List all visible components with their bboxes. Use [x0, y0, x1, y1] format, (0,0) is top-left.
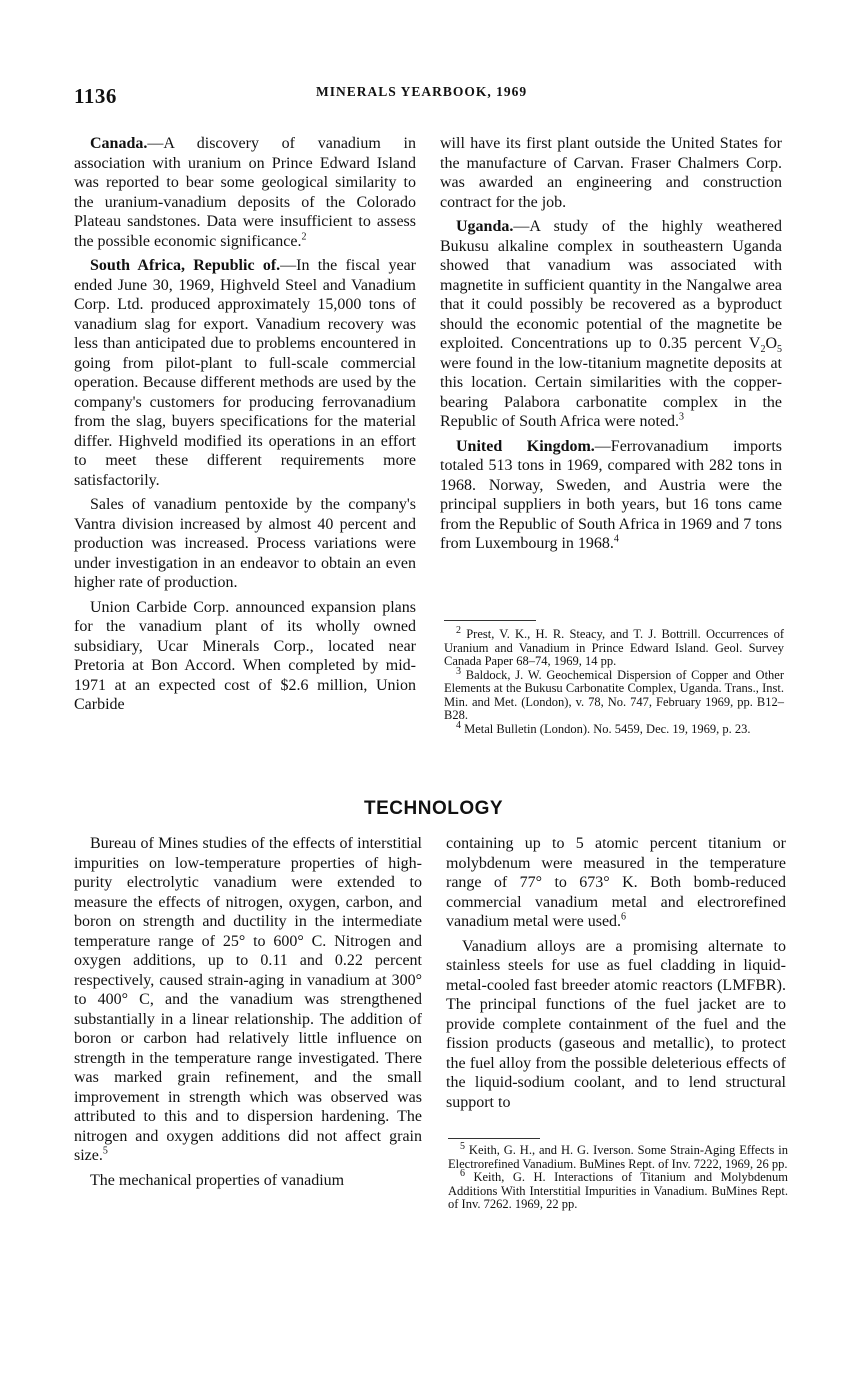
paragraph-union-carbide: Union Carbide Corp. announced expansion plans for the vanadium plant of its wholly owned subsidiary, Ucar Minerals Corp., located near Pretoria at Bon Accord. When completed by mid-1971 at an expected cost of $2.6 million, Union Carbide: [74, 598, 416, 713]
footnotes-bottom: [448, 1140, 789, 1212]
technology-right-column: [446, 834, 786, 1117]
paragraph-bureau-of-mines: [74, 834, 422, 1166]
paragraph-vanadium-alloys: Vanadium alloys are a promising alternate to stainless steels for use as fuel cladding in liquid-metal-cooled fast breeder atomic reactors (LMFBR). The principal functions of the fuel jacket are to provide complete containment of the fuel and the fission products (gaseous and metallic), to protect the fuel alloy from the possible deleterious effects of the liquid-sodium coolant, and to lend structural support to: [446, 937, 786, 1111]
subscript: 2: [760, 344, 766, 356]
footnote-text: Metal Bulletin (London). No. 5459, Dec. 19, 1969, p. 23.: [464, 721, 751, 736]
paragraph-mechanical: The mechanical properties of vanadium: [90, 1171, 345, 1189]
paragraph-sales: Sales of vanadium pentoxide by the company's Vantra division increased by almost 40 percent and production was increased. Process variations were under investigation in an endeavor to obtain an even higher rate of production.: [74, 496, 416, 591]
footnote-text: Baldock, J. W. Geochemical Dispersion of Copper and Other Elements at the Bukusu Carbonatite Complex, Uganda. Trans., Inst. Min. and Met. (London), v. 78, No. 747, February 1969, pp. B12–B28.: [444, 667, 785, 722]
south-africa-text: —In the fiscal year ended June 30, 1969, Highveld Steel and Vanadium Corp. Ltd. produced approximately 15,000 tons of vanadium slag for export. Vanadium recovery was less than anticipated due to problems encountered in going from pilot-plant to full-scale commercial operation. Because different methods are used by the company's customers for producing ferrovanadium from the slag, buyers specifications for the material differ. Highveld modified its operations in an effort to meet these different requirements more satisfactorily.: [74, 257, 416, 489]
runin-canada: Canada.: [90, 135, 148, 152]
footnote-ref: 2: [301, 231, 307, 243]
footnote-text: Keith, G. H., and H. G. Iverson. Some Strain-Aging Effects in Electrorefined Vanadium. BuMines Rept. of Inv. 7222, 1969, 26 pp.: [448, 1143, 788, 1171]
footnote-number: 5: [460, 1140, 465, 1152]
subscript: 5: [777, 344, 782, 356]
footnote-number: 6: [460, 1167, 465, 1179]
runin-united-kingdom: United Kingdom.: [456, 437, 595, 455]
paragraph-continuation: will have its first plant outside the United States for the manufacture of Carvan. Fraser Chalmers Corp. was awarded an engineering and construction contract for the job.: [440, 135, 782, 211]
footnote-rule: [444, 620, 536, 621]
footnote-number: 2: [456, 624, 461, 636]
paragraph-uganda: [440, 217, 782, 432]
top-left-column: [74, 134, 416, 720]
paragraph-continuation: [446, 834, 786, 932]
footnotes-top: [444, 624, 785, 736]
footnote-text: Keith, G. H. Interactions of Titanium and Molybdenum Additions With Interstitial Impurities in Vanadium. BuMines Rept. of Inv. 7262. 1969, 22 pp.: [448, 1170, 789, 1211]
footnote: [448, 1167, 789, 1212]
footnote: [444, 665, 785, 723]
footnote-ref: 4: [613, 533, 619, 545]
cont-text: containing up to 5 atomic percent titanium or molybdenum were measured in the temperature range of 77° to 673° K. Both bomb-reduced commercial vanadium metal and electrorefined vanadium metal were used.: [446, 835, 786, 930]
paragraph-south-africa: [74, 256, 416, 490]
paragraph-united-kingdom: [440, 437, 782, 554]
canada-text: —A discovery of vanadium in association with uranium on Prince Edward Island was reported to bear some geological similarity to the uranium-vanadium deposits of the Colorado Plateau sandstones. Data were insufficient to assess the possible economic significance.: [74, 135, 416, 250]
footnote-ref: 6: [621, 911, 627, 923]
footnote-ref: 3: [679, 411, 685, 423]
footnote: [448, 1140, 788, 1171]
footnote-text: Prest, V. K., H. R. Steacy, and T. J. Bottrill. Occurrences of Uranium and Vanadium in Prince Edward Island. Geol. Survey Canada Paper 68–74, 1969, 14 pp.: [444, 627, 785, 668]
footnote-number: 3: [456, 665, 461, 677]
united-kingdom-text: —Ferrovanadium imports totaled 513 tons in 1969, compared with 282 tons in 1968. Norway, Sweden, and Austria were the principal suppliers in both years, but 16 tons came from the Republic of South Africa in 1969 and 7 tons from Luxembourg in 1968.: [440, 437, 782, 552]
footnote-rule: [448, 1138, 540, 1139]
uganda-text-b: were found in the low-titanium magnetite deposits at this location. Certain similarities with the copper-bearing Palabora carbonatite complex in the Republic of South Africa were noted.: [440, 354, 782, 430]
runin-south-africa: South Africa, Republic of.: [90, 257, 281, 274]
oxygen-symbol: O: [765, 335, 777, 352]
bureau-text: Bureau of Mines studies of the effects of interstitial impurities on low-temperature properties of high-purity electrolytic vanadium were extended to measure the effects of nitrogen, oxygen, carbon, and boron on strength and ductility in the intermediate temperature range of 25° to 600° C. Nitrogen and oxygen additions, up to 0.11 and 0.22 percent respectively, caused strain-aging in vanadium at 300° to 400° C, and the vanadium was strengthened substantially in a linear relationship. The addition of boron or carbon had relatively little influence on strength in the temperature range investigated. There was marked grain refinement, and the small improvement in strength which was observed was attributed to this and to dispersion hardening. The nitrogen and oxygen additions did not affect grain size.: [74, 835, 422, 1164]
footnote-ref: 5: [102, 1145, 108, 1157]
running-head: MINERALS YEARBOOK, 1969: [316, 84, 528, 99]
footnote-number: 4: [456, 719, 461, 731]
top-right-column: [440, 134, 782, 559]
technology-left-column: [74, 834, 422, 1195]
uganda-text-a: —A study of the highly weathered Bukusu alkaline complex in southeastern Uganda showed that vanadium was associated with magnetite in sufficient quantity in the Nangalwe area that it could possibly be recovered as a byproduct should the economic potential of the magnetite be exploited. Concentrations up to 0.35 percent V: [440, 218, 782, 352]
section-heading-technology: TECHNOLOGY: [364, 798, 504, 819]
footnote: [444, 624, 785, 669]
footnote: [444, 719, 784, 737]
paragraph-canada: [74, 134, 416, 251]
page-number: 1136: [74, 84, 117, 108]
runin-uganda: Uganda.: [456, 218, 514, 235]
